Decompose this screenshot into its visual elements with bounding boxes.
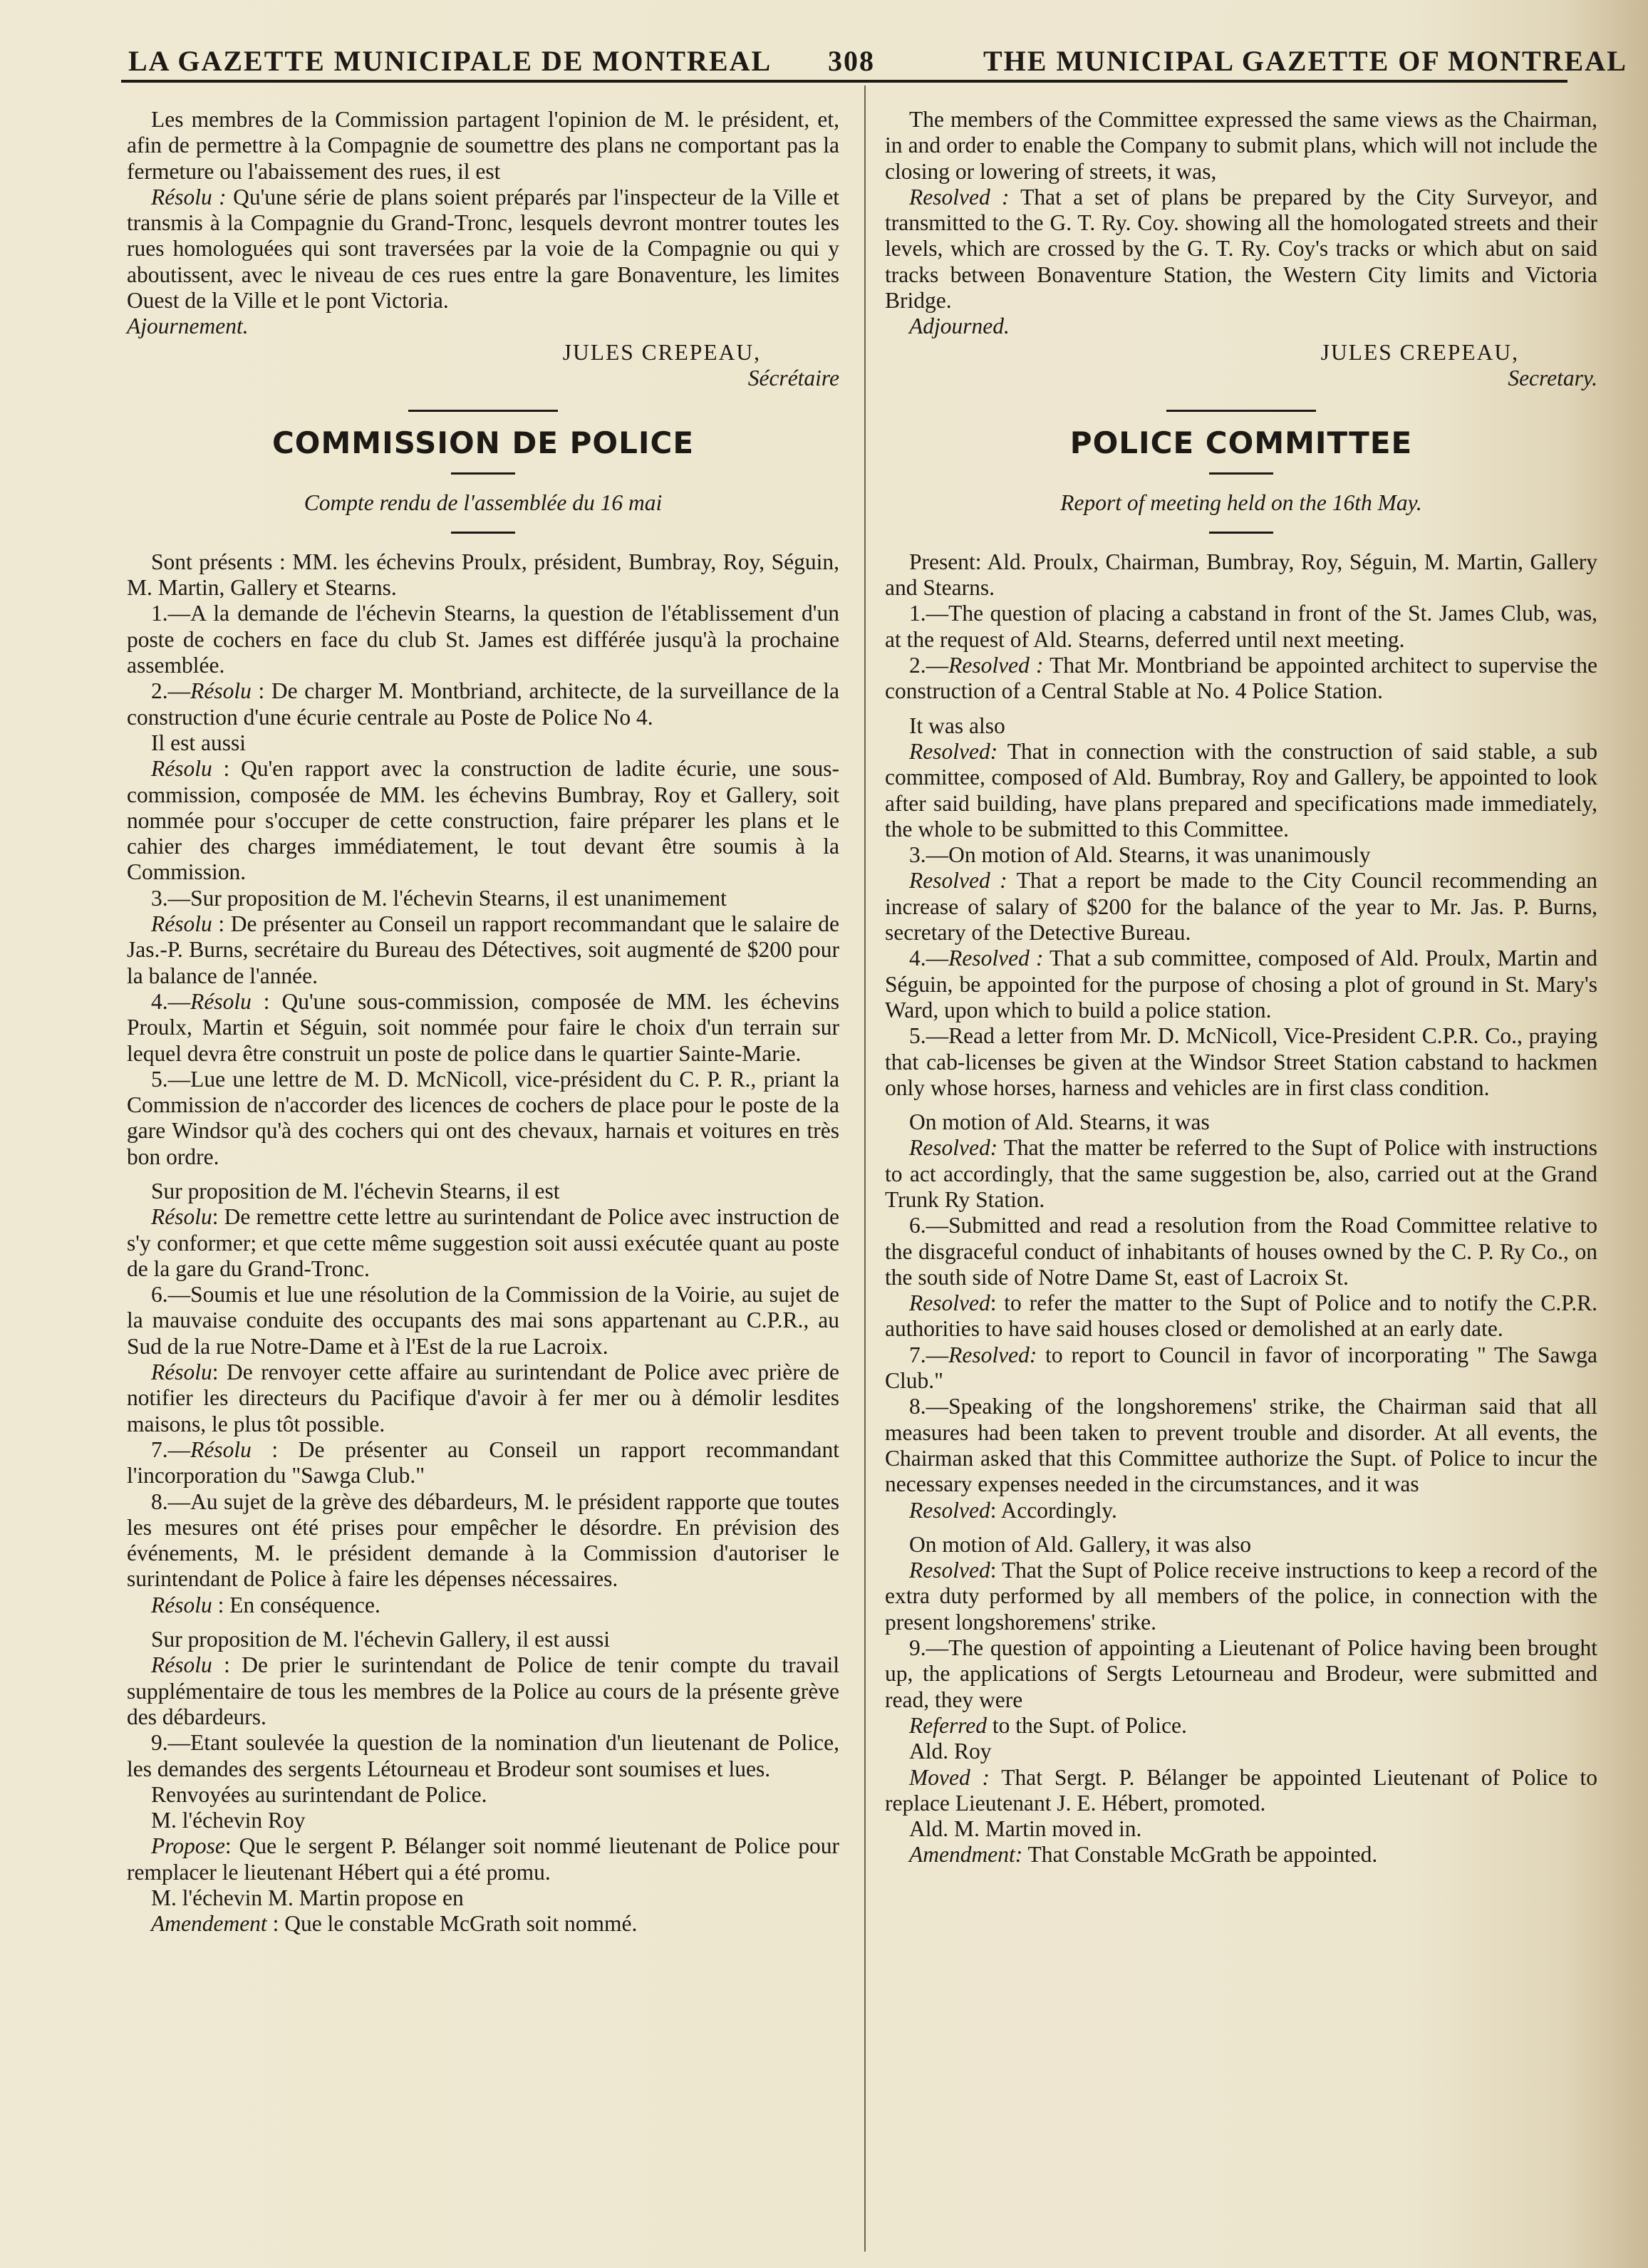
resolution-text: : Qu'une sous-commission, composée de MM. les échevins Proulx, Martin et Séguin, soit nommée pour faire le choix d'un terrain sur lequel devra être construit un poste de police dans le quartier Sainte-Marie. — [127, 988, 839, 1066]
paragraph — [127, 1652, 839, 1730]
paragraph: 3.—On motion of Ald. Stearns, it was unanimously — [909, 842, 1371, 868]
signature-block — [885, 340, 1597, 392]
paragraph — [885, 1290, 1597, 1342]
resolution-label: Resolved : — [909, 868, 1007, 894]
paragraph — [127, 911, 839, 989]
paragraph — [127, 1593, 839, 1618]
paragraph — [885, 1558, 1597, 1635]
resolution-text: : De charger M. Montbriand, architecte, de la surveillance de la construction d'une écurie centrale au Poste de Police No 4. — [127, 678, 839, 730]
english-column — [885, 107, 1597, 1868]
resolution-text: That a sub committee, composed of Ald. Proulx, Martin and Séguin, be appointed for the purpose of chosing a plot of ground in St. Mary's Ward, upon which to build a police station. — [885, 946, 1598, 1022]
item-number: 2.— — [909, 653, 949, 678]
paragraph: Il est aussi — [151, 730, 246, 755]
paragraph — [885, 868, 1597, 946]
amendment-text: That Constable McGrath be appointed. — [1022, 1842, 1378, 1868]
section-heading: POLICE COMMITTEE — [1069, 425, 1413, 461]
amendment-label: Amendement — [151, 1911, 267, 1937]
signature-title: Sécrétaire — [747, 365, 839, 390]
resolution-text: That the matter be referred to the Supt of Police with instructions to act accordingly, that the same suggestion be, also, carried out at the Grand Trunk Ry Station. — [885, 1135, 1597, 1212]
paragraph: Sur proposition de M. l'échevin Gallery, il est aussi — [151, 1627, 611, 1652]
paragraph — [127, 756, 839, 885]
paragraph: 5.—Lue une lettre de M. D. McNicoll, vice-président du C. P. R., priant la Commission de n'accorder des licences de cochers de place pour le poste de la gare Windsor qu'à des cochers qui ont des chevaux, harnais et voitures en très bon ordre. — [127, 1066, 839, 1169]
paragraph: 9.—Etant soulevée la question de la nomination d'un lieutenant de Police, les demandes des sergents Létourneau et Brodeur sont soumises et lues. — [127, 1730, 839, 1781]
motion-text: : Que le sergent P. Bélanger soit nommé lieutenant de Police pour remplacer le lieutenant Hébert qui a été promu. — [127, 1833, 839, 1885]
column-divider — [864, 86, 866, 2252]
resolution-label: Résolu — [151, 1592, 212, 1617]
french-column — [127, 107, 839, 1937]
resolution-label: Resolved: — [909, 738, 998, 764]
resolution-text: : That the Supt of Police receive instructions to keep a record of the extra duty performed by all members of the police, in connection with the present longshoremens' strike. — [885, 1558, 1597, 1635]
resolution-text: Qu'une série de plans soient préparés par l'inspecteur de la Ville et transmis à la Compagnie du Grand-Tronc, lesquels devront montrer toutes les rues homologuées qui sont traversées par la voie de la Compagnie ou qui y aboutissent, avec le niveau de ces rues entre la gare Bonaventure, les limites Ouest de la Ville et le pont Victoria. — [127, 184, 839, 314]
resolution-text: : De présenter au Conseil un rapport recommandant que le salaire de Jas.-P. Burns, secrétaire du Bureau des Détectives, soit augmenté de $200 pour la balance de l'année. — [127, 911, 839, 988]
header-title-french: LA GAZETTE MUNICIPALE DE MONTREAL — [128, 45, 772, 77]
paragraph — [885, 1765, 1597, 1817]
resolution-label: Résolu — [151, 911, 212, 937]
heading-rule — [1209, 472, 1273, 475]
amendment-label: Amendment: — [909, 1842, 1023, 1868]
paragraph — [885, 1842, 1597, 1868]
resolution-label: Resolved: — [909, 1135, 998, 1161]
adjournment: Ajournement. — [127, 314, 249, 339]
paragraph: 3.—Sur proposition de M. l'échevin Stearns, il est unanimement — [151, 885, 727, 911]
resolution-label: Resolved — [909, 1558, 990, 1583]
resolution-text: : En conséquence. — [212, 1592, 380, 1617]
resolution-text: : De prier le surintendant de Police de tenir compte du travail supplémentaire de tous les membres de la Police au cours de la présente grève des débardeurs. — [127, 1652, 839, 1729]
paragraph — [885, 946, 1597, 1023]
signature-block — [127, 340, 839, 392]
resolution-label: Résolu — [151, 1204, 212, 1230]
paragraph: Present: Ald. Proulx, Chairman, Bumbray, Roy, Séguin, M. Martin, Gallery and Stearns. — [885, 549, 1597, 601]
paragraph — [885, 185, 1597, 314]
resolution-label: Résolu — [151, 756, 212, 782]
paragraph — [127, 1204, 839, 1282]
paragraph: 1.—A la demande de l'échevin Stearns, la question de l'établissement d'un poste de cochers en face du club St. James est différée jusqu'à la prochaine assemblée. — [127, 601, 839, 678]
paragraph: On motion of Ald. Stearns, it was — [909, 1109, 1210, 1135]
paragraph — [127, 1911, 839, 1937]
item-number: 4.— — [151, 988, 191, 1014]
running-header — [121, 37, 1627, 83]
paragraph — [885, 739, 1597, 842]
resolution-label: Resolved : — [948, 653, 1044, 678]
paragraph — [127, 1437, 839, 1489]
resolution-text: : De remettre cette lettre au surintendant de Police avec instruction de s'y conformer; et que cette même suggestion soit aussi exécutée quant au poste de la gare du Grand-Tronc. — [127, 1204, 839, 1281]
paragraph — [127, 1833, 839, 1885]
resolution-text: That a report be made to the City Council recommending an increase of salary of $200 for the balance of the year to Mr. Jas. P. Burns, secretary of the Detective Bureau. — [885, 868, 1598, 946]
paragraph: Ald. M. Martin moved in. — [909, 1816, 1142, 1842]
section-heading: COMMISSION DE POLICE — [271, 425, 695, 461]
header-title-english: THE MUNICIPAL GAZETTE OF MONTREAL — [983, 45, 1627, 77]
paragraph: 6.—Soumis et lue une résolution de la Commission de la Voirie, au sujet de la mauvaise conduite des occupants des mai sons appartenant au C.P.R., au Sud de la rue Notre-Dame et à l'Est de la rue Lacroix. — [127, 1282, 839, 1359]
paragraph: 1.—The question of placing a cabstand in front of the St. James Club, was, at the request of Ald. Stearns, deferred until next meeting. — [885, 601, 1597, 652]
resolution-label: Resolved — [909, 1290, 990, 1316]
resolution-label: Résolu — [151, 1360, 212, 1385]
paragraph: Ald. Roy — [909, 1739, 992, 1764]
resolution-text: to report to Council in favor of incorporating " The Sawga Club." — [885, 1342, 1597, 1394]
referral-text: to the Supt. of Police. — [987, 1712, 1187, 1738]
adjournment: Adjourned. — [909, 314, 1010, 339]
subheading-rule — [451, 532, 515, 534]
subheading-rule — [1209, 532, 1273, 534]
paragraph: Sur proposition de M. l'échevin Stearns, il est — [151, 1178, 560, 1203]
paragraph: 8.—Speaking of the longshoremens' strike, the Chairman said that all measures had been taken to prevent trouble and disorder. At all events, the Chairman asked that this Committee authorize the Supt. of Police to incur the necessary expenses needed in the circumstances, and it was — [885, 1394, 1597, 1497]
resolution-text: : to refer the matter to the Supt of Police and to notify the C.P.R. authorities to have said houses closed or demolished at an early date. — [885, 1290, 1597, 1342]
resolution-text: : De renvoyer cette affaire au surintendant de Police avec prière de notifier les directeurs du Pacifique d'avoir à fer mer ou à démolir lesdites maisons, le plus tôt possible. — [127, 1360, 839, 1436]
item-number: 7.— — [151, 1436, 191, 1462]
paragraph: It was also — [909, 713, 1005, 738]
section-rule — [408, 410, 558, 412]
paragraph — [885, 1498, 1597, 1523]
amendment-text: : Que le constable McGrath soit nommé. — [266, 1911, 638, 1937]
resolution-text: : Qu'en rapport avec la construction de ladite écurie, une sous-commission, composée de MM. les échevins Bumbray, Roy et Gallery, soit nommée pour s'occuper de cette construction, faire préparer les plans et le cahier des charges immédiatement, le tout devant être soumis à la Commission. — [127, 756, 839, 885]
resolution-text: : Accordingly. — [990, 1497, 1117, 1523]
signature-name: JULES CREPEAU, — [562, 339, 761, 365]
item-number: 7.— — [909, 1342, 949, 1367]
paragraph: 6.—Submitted and read a resolution from the Road Committee relative to the disgraceful conduct of inhabitants of houses owned by the C. P. Ry Co., on the south side of Notre Dame St, east of Lacroix St. — [885, 1213, 1597, 1290]
resolution-text: That Mr. Montbriand be appointed architect to supervise the construction of a Central Stable at No. 4 Police Station. — [885, 653, 1597, 704]
section-subheading: Report of meeting held on the 16th May. — [1060, 490, 1422, 515]
paragraph — [885, 1135, 1597, 1213]
paragraph — [127, 678, 839, 730]
resolution-label: Resolved : — [909, 184, 1010, 209]
paragraph: Renvoyées au surintendant de Police. — [151, 1781, 487, 1807]
paragraph: 9.—The question of appointing a Lieutenant of Police having been brought up, the applications of Sergts Letourneau and Brodeur, were submitted and read, they were — [885, 1635, 1597, 1712]
resolution-label: Résolu : — [151, 184, 227, 209]
paragraph — [885, 1713, 1597, 1739]
resolution-label: Resolved — [909, 1497, 990, 1523]
paragraph: Sont présents : MM. les échevins Proulx, président, Bumbray, Roy, Séguin, M. Martin, Gallery et Stearns. — [127, 549, 839, 601]
item-number: 4.— — [909, 946, 949, 971]
signature-name: JULES CREPEAU, — [1320, 339, 1519, 365]
resolution-text: : De présenter au Conseil un rapport recommandant l'incorporation du "Sawga Club." — [127, 1436, 839, 1488]
page-number: 308 — [828, 45, 875, 77]
resolution-label: Résolu — [190, 1436, 252, 1462]
paragraph: 8.—Au sujet de la grève des débardeurs, M. le président rapporte que toutes les mesures ont été prises pour empêcher le désordre. En prévision des événements, M. le président demande à la Commission d'autoriser le surintendant de Police à faire les dépenses nécessaires. — [127, 1488, 839, 1592]
paragraph — [127, 989, 839, 1067]
resolution-label: Resolved: — [948, 1342, 1037, 1367]
section-rule — [1166, 410, 1316, 412]
paragraph — [885, 1342, 1597, 1394]
signature-title: Secretary. — [1508, 365, 1597, 390]
heading-rule — [451, 472, 515, 475]
paragraph: M. l'échevin Roy — [151, 1808, 306, 1833]
resolution-text: That a set of plans be prepared by the City Surveyor, and transmitted to the G. T. Ry. Coy. showing all the homologated streets and their levels, which are crossed by the G. T. Ry. Coy's tracks or which abut on said tracks between Bonaventure Station, the Western City limits and Victoria Bridge. — [885, 184, 1597, 314]
paragraph: The members of the Committee expressed the same views as the Chairman, in and order to enable the Company to submit plans, which will not include the closing or lowering of streets, it was, — [885, 107, 1597, 184]
paragraph — [127, 185, 839, 314]
paragraph — [885, 653, 1597, 705]
resolution-label: Résolu — [151, 1652, 212, 1678]
resolution-text: That in connection with the construction of said stable, a sub committee, composed of Ald. Bumbray, Roy and Gallery, be appointed to look after said building, have plans prepared and specifications made immediately, the whole to be submitted to this Committee. — [885, 738, 1597, 842]
item-number: 2.— — [151, 678, 191, 704]
paragraph: M. l'échevin M. Martin propose en — [151, 1885, 464, 1910]
referral-label: Referred — [909, 1712, 988, 1738]
paragraph: 5.—Read a letter from Mr. D. McNicoll, Vice-President C.P.R. Co., praying that cab-licenses be given at the Windsor Street Station cabstand to hackmen only whose horses, harness and vehicles are in first class condition. — [885, 1023, 1597, 1100]
paragraph — [127, 1360, 839, 1437]
paragraph: On motion of Ald. Gallery, it was also — [909, 1531, 1252, 1557]
motion-label: Moved : — [909, 1764, 990, 1790]
resolution-label: Résolu — [190, 678, 252, 704]
motion-text: That Sergt. P. Bélanger be appointed Lieutenant of Police to replace Lieutenant J. E. Hébert, promoted. — [885, 1764, 1597, 1816]
motion-label: Propose — [151, 1833, 225, 1859]
section-subheading: Compte rendu de l'assemblée du 16 mai — [304, 490, 663, 515]
resolution-label: Résolu — [190, 988, 252, 1014]
paragraph: Les membres de la Commission partagent l'opinion de M. le président, et, afin de permettre à la Compagnie de soumettre des plans ne comportant pas la fermeture ou l'abaissement des rues, il est — [127, 107, 839, 184]
resolution-label: Resolved : — [948, 946, 1044, 971]
